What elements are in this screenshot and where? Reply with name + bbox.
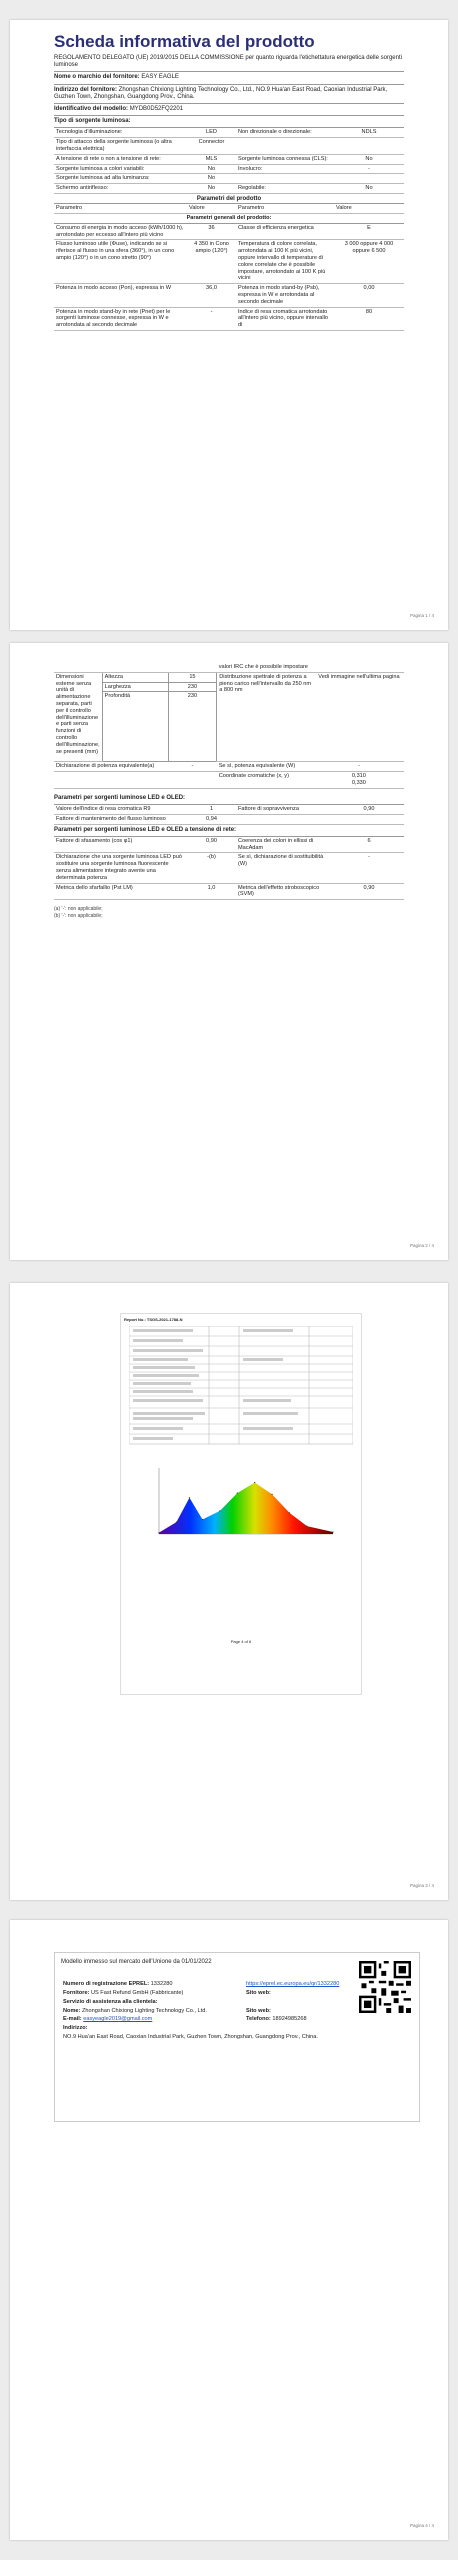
general-cell: Potenza in modo acceso (Pon), espressa in W bbox=[54, 284, 187, 307]
report-number: Report No.: TSGS-2021-1788-N bbox=[124, 1317, 183, 1322]
mains-cell: - bbox=[334, 853, 404, 883]
type-cell: Non direzionale o direzionale: bbox=[236, 128, 334, 137]
equiv-power-question: Se sì, potenza equivalente (W) bbox=[217, 762, 314, 772]
mains-cell: Se sì, dichiarazione di sostituibilità (W) bbox=[236, 853, 334, 883]
regulation-text: REGOLAMENTO DELEGATO (UE) 2019/2015 DELLA COMMISSIONE per quanto riguarda l'etichettatura energetica delle sorgenti luminose bbox=[54, 55, 404, 72]
general-cell: 80 bbox=[334, 307, 404, 330]
cri-continuation: valori IRC che è possibile impostare bbox=[217, 663, 314, 672]
product-params-header: Parametri del prodotto bbox=[54, 196, 404, 204]
general-cell: Temperatura di colore correlata, arrotondata ai 100 K più vicini, oppure intervallo di temperature di colore correlate che è possibile impostare, arrotondato ai 100 K più vicini bbox=[236, 240, 334, 284]
address-value: Zhongshan Chixiong Lighting Technology Co., Ltd., NO.9 Hua'an East Road, Caoxian Industrial Park, Guzhen Town, Zhongshan, Guangdong Prov., China. bbox=[54, 86, 388, 100]
mains-cell: 6 bbox=[334, 837, 404, 853]
general-cell: Potenza in modo stand-by in rete (Pnet) per le sorgenti luminose connesse, espressa in W e arrotondata al secondo decimale bbox=[54, 307, 187, 330]
col-param-1: Parametro bbox=[54, 204, 187, 213]
addr-value: NO.9 Hua'an East Road, Caoxian Industrial Park, Guzhen Town, Zhongshan, Guangdong Prov., China. bbox=[63, 2033, 318, 2040]
site-label: Sito web: bbox=[246, 2007, 271, 2014]
brand-row bbox=[54, 72, 404, 84]
qr-code-graphic bbox=[359, 1961, 411, 2013]
led-cell: 0,90 bbox=[334, 805, 404, 814]
chroma-y: 0,330 bbox=[351, 779, 366, 786]
email-label: E-mail: bbox=[63, 2016, 82, 2023]
mains-cell: 0,90 bbox=[334, 883, 404, 900]
general-cell: 3 000 oppure 4 000 oppure 6 500 bbox=[334, 240, 404, 284]
mains-cell: Metrica dell'effetto stroboscopico (SVM) bbox=[236, 883, 334, 900]
market-date: Modello immesso sul mercato dell'Unione da 01/01/2022 bbox=[61, 1959, 212, 1965]
reg-label: Numero di registrazione EPREL: bbox=[63, 1981, 150, 1988]
led-row bbox=[54, 805, 404, 814]
mains-table bbox=[54, 837, 404, 900]
name-value: Zhongshan Chixiong Lighting Technology Co., Ltd. bbox=[81, 2007, 207, 2014]
phone-value: 18924985268 bbox=[272, 2016, 307, 2023]
type-cell bbox=[334, 138, 404, 155]
type-cell: Tipo di attacco della sorgente luminosa (o altra interfaccia elettrica) bbox=[54, 138, 187, 155]
type-row bbox=[54, 184, 404, 194]
phone-label: Telefono: bbox=[246, 2016, 271, 2023]
general-cell: Potenza in modo stand-by (Psb), espressa in W e arrotondata al secondo decimale bbox=[236, 284, 334, 307]
spectrum-point bbox=[272, 1494, 273, 1495]
footnote-b: (b) '-': non applicabile; bbox=[54, 913, 103, 920]
chroma-label: Coordinate cromatiche (x, y) bbox=[217, 772, 314, 789]
spectrum-point bbox=[237, 1492, 238, 1493]
dim-width-label: Larghezza bbox=[102, 682, 168, 692]
led-cell: Valore dell'indice di resa cromatica R9 bbox=[54, 805, 187, 814]
name-label: Nome: bbox=[63, 2007, 81, 2014]
type-cell: Connector bbox=[187, 138, 236, 155]
type-label: Tipo di sorgente luminosa: bbox=[54, 116, 404, 128]
type-cell: Sorgente luminosa a colori variabili: bbox=[54, 164, 187, 174]
spectrum-point bbox=[158, 1532, 159, 1533]
scanned-table bbox=[129, 1326, 353, 1446]
general-cell: Consumo di energia in modo acceso (kWh/1000 h), arrotondato per eccesso all'intero più vicino bbox=[54, 223, 187, 240]
spectrum-point bbox=[176, 1522, 177, 1523]
type-cell bbox=[236, 174, 334, 184]
qr-code bbox=[359, 1961, 411, 2013]
general-cell: Indice di resa cromatica arrotondato all'intero più vicino, oppure intervallo di bbox=[236, 307, 334, 330]
mains-row bbox=[54, 837, 404, 853]
led-cell bbox=[236, 814, 334, 824]
spectrum-point bbox=[306, 1525, 307, 1526]
general-cell: Classe di efficienza energetica bbox=[236, 223, 334, 240]
mains-row bbox=[54, 853, 404, 883]
led-cell: 0,94 bbox=[187, 814, 236, 824]
type-row bbox=[54, 154, 404, 164]
address-label: Indirizzo del fornitore: bbox=[54, 86, 117, 93]
general-row bbox=[54, 223, 404, 240]
type-cell: NDLS bbox=[334, 128, 404, 137]
spectrum-chart bbox=[141, 1464, 341, 1544]
param-table bbox=[54, 204, 404, 331]
chroma-values bbox=[314, 772, 404, 789]
page-1-content bbox=[54, 32, 404, 331]
type-cell: Tecnologia d'illuminazione: bbox=[54, 128, 187, 137]
spectrum-svg bbox=[141, 1464, 341, 1544]
page-number: Pagina 3 / 4 bbox=[409, 1883, 434, 1888]
dim-width-value: 230 bbox=[168, 682, 217, 692]
type-cell: Involucro: bbox=[236, 164, 334, 174]
brand-value: EASY EAGLE bbox=[141, 74, 179, 81]
mains-cell: Metrica dello sfarfallio (Pst LM) bbox=[54, 883, 187, 900]
model-label: Identificativo del modello: bbox=[54, 106, 129, 113]
dim-height-label: Altezza bbox=[102, 672, 168, 682]
mains-cell: Fattore di sfasamento (cos φ1) bbox=[54, 837, 187, 853]
led-cell: 1 bbox=[187, 805, 236, 814]
document-title: Scheda informativa del prodotto bbox=[54, 32, 315, 51]
type-cell: - bbox=[334, 164, 404, 174]
page-number: Pagina 4 / 4 bbox=[409, 2523, 434, 2528]
general-cell: E bbox=[334, 223, 404, 240]
footnote-a: (a) '-': non applicabile; bbox=[54, 906, 103, 913]
type-row bbox=[54, 138, 404, 155]
param-col-header bbox=[54, 204, 404, 213]
type-cell: No bbox=[187, 164, 236, 174]
dimensions-label: Dimensioni esterne senza unità di alimentazione separata, parti per il controllo dell'illuminazione e parti senza funzioni di controllo dell'illuminazione, se presenti (mm) bbox=[54, 672, 102, 762]
spectrum-point bbox=[189, 1497, 190, 1498]
type-cell bbox=[334, 174, 404, 184]
page-2-content bbox=[54, 663, 404, 920]
led-params-header: Parametri per sorgenti luminose LED e OLED: bbox=[54, 793, 404, 805]
chroma-x: 0,310 bbox=[351, 773, 366, 780]
addr-label: Indirizzo: bbox=[63, 2025, 88, 2032]
general-cell: 0,00 bbox=[334, 284, 404, 307]
general-params-header: Parametri generali del prodotto: bbox=[54, 214, 404, 224]
supplier-label: Fornitore: bbox=[63, 1990, 90, 1996]
email-link[interactable]: easyeagle2019@gmail.com bbox=[83, 2016, 153, 2023]
dim-height-value: 15 bbox=[168, 672, 217, 682]
general-cell: 4 350 in Cono ampio (120°) bbox=[187, 240, 236, 284]
general-cell: - bbox=[187, 307, 236, 330]
type-cell: No bbox=[334, 184, 404, 194]
led-cell: Fattore di mantenimento del flusso luminoso bbox=[54, 814, 187, 824]
eprel-link[interactable]: https://eprel.ec.europa.eu/qr/1332280 bbox=[246, 1981, 340, 1988]
dim-depth-value: 230 bbox=[168, 692, 217, 762]
type-cell: A tensione di rete o non a tensione di rete: bbox=[54, 154, 187, 164]
spectrum-point bbox=[289, 1512, 290, 1513]
type-cell: MLS bbox=[187, 154, 236, 164]
model-value: MYDB0D52FQ2201 bbox=[129, 106, 184, 113]
eprel-info-box bbox=[54, 1952, 420, 2122]
general-cell: 36,0 bbox=[187, 284, 236, 307]
led-table bbox=[54, 805, 404, 825]
equiv-power-value: - bbox=[168, 762, 217, 772]
general-cell: 36 bbox=[187, 223, 236, 240]
col-param-2: Parametro bbox=[236, 204, 334, 213]
test-report-scan bbox=[120, 1313, 362, 1695]
led-cell: Fattore di sopravvivenza bbox=[236, 805, 334, 814]
brand-label: Nome o marchio del fornitore: bbox=[54, 74, 140, 81]
dim-depth-label: Profondità bbox=[102, 692, 168, 762]
mains-row bbox=[54, 883, 404, 900]
service-label: Servizio di assistenza alla clientela: bbox=[63, 1998, 158, 2005]
spectral-distribution-value: Vedi immagine nell'ultima pagina bbox=[314, 672, 404, 762]
mains-cell: 0,90 bbox=[187, 837, 236, 853]
general-cell: Flusso luminoso utile (Φuse), indicando se si riferisce al flusso in una sfera (360°), in un cono ampio (120°) o in un cono stretto (90°) bbox=[54, 240, 187, 284]
type-row bbox=[54, 174, 404, 184]
mains-cell: 1,0 bbox=[187, 883, 236, 900]
general-row bbox=[54, 307, 404, 330]
address-row bbox=[54, 85, 404, 104]
type-table bbox=[54, 128, 404, 194]
type-cell bbox=[236, 138, 334, 155]
page-1 bbox=[10, 20, 448, 630]
supplier-value: US Fast Refund GmbH (Fabbricante) bbox=[90, 1990, 184, 1996]
type-cell: Sorgente luminosa ad alta luminanza: bbox=[54, 174, 187, 184]
website-label: Sito web: bbox=[246, 1990, 271, 1996]
dims-table bbox=[54, 663, 404, 789]
type-row bbox=[54, 128, 404, 137]
mains-cell: Dichiarazione che una sorgente luminosa LED può sostituire una sorgente luminosa fluorescente senza alimentatore integrato avente una determinata potenza bbox=[54, 853, 187, 883]
page-4 bbox=[10, 1920, 448, 2540]
spectral-distribution-label: Distribuzione spettrale di potenza a pieno carico nell'intervallo da 250 nm a 800 nm bbox=[217, 672, 314, 762]
led-row bbox=[54, 814, 404, 824]
scan-page-label: Page 4 of 6 bbox=[230, 1639, 252, 1644]
page-number: Pagina 2 / 4 bbox=[409, 1243, 434, 1248]
spectrum-point bbox=[202, 1519, 203, 1520]
type-cell: No bbox=[187, 184, 236, 194]
mains-cell: -(b) bbox=[187, 853, 236, 883]
equiv-power-q-value: - bbox=[314, 762, 404, 772]
type-cell: Sorgente luminosa connessa (CLS): bbox=[236, 154, 334, 164]
type-cell: No bbox=[187, 174, 236, 184]
page-2 bbox=[10, 643, 448, 1260]
scanned-table-lines bbox=[129, 1326, 353, 1446]
col-value-1: Valore bbox=[187, 204, 236, 213]
reg-value: 1332280 bbox=[150, 1981, 173, 1988]
general-row bbox=[54, 284, 404, 307]
spectrum-point bbox=[332, 1531, 333, 1532]
col-value-2: Valore bbox=[334, 204, 404, 213]
type-cell: Regolabile: bbox=[236, 184, 334, 194]
spectrum-point bbox=[219, 1510, 220, 1511]
spectrum-point bbox=[254, 1482, 255, 1483]
led-cell bbox=[334, 814, 404, 824]
type-row bbox=[54, 164, 404, 174]
general-row bbox=[54, 240, 404, 284]
mains-params-header: Parametri per sorgenti luminose LED e OLED a tensione di rete: bbox=[54, 825, 404, 837]
page-number: Pagina 1 / 4 bbox=[409, 613, 434, 618]
type-cell: LED bbox=[187, 128, 236, 137]
model-row bbox=[54, 104, 404, 116]
mains-cell: Coerenza dei colori in ellissi di MacAdam bbox=[236, 837, 334, 853]
equiv-power-label: Dichiarazione di potenza equivalente(a) bbox=[54, 762, 168, 772]
type-cell: No bbox=[334, 154, 404, 164]
page-3 bbox=[10, 1283, 448, 1900]
type-cell: Schermo antiriflesso: bbox=[54, 184, 187, 194]
